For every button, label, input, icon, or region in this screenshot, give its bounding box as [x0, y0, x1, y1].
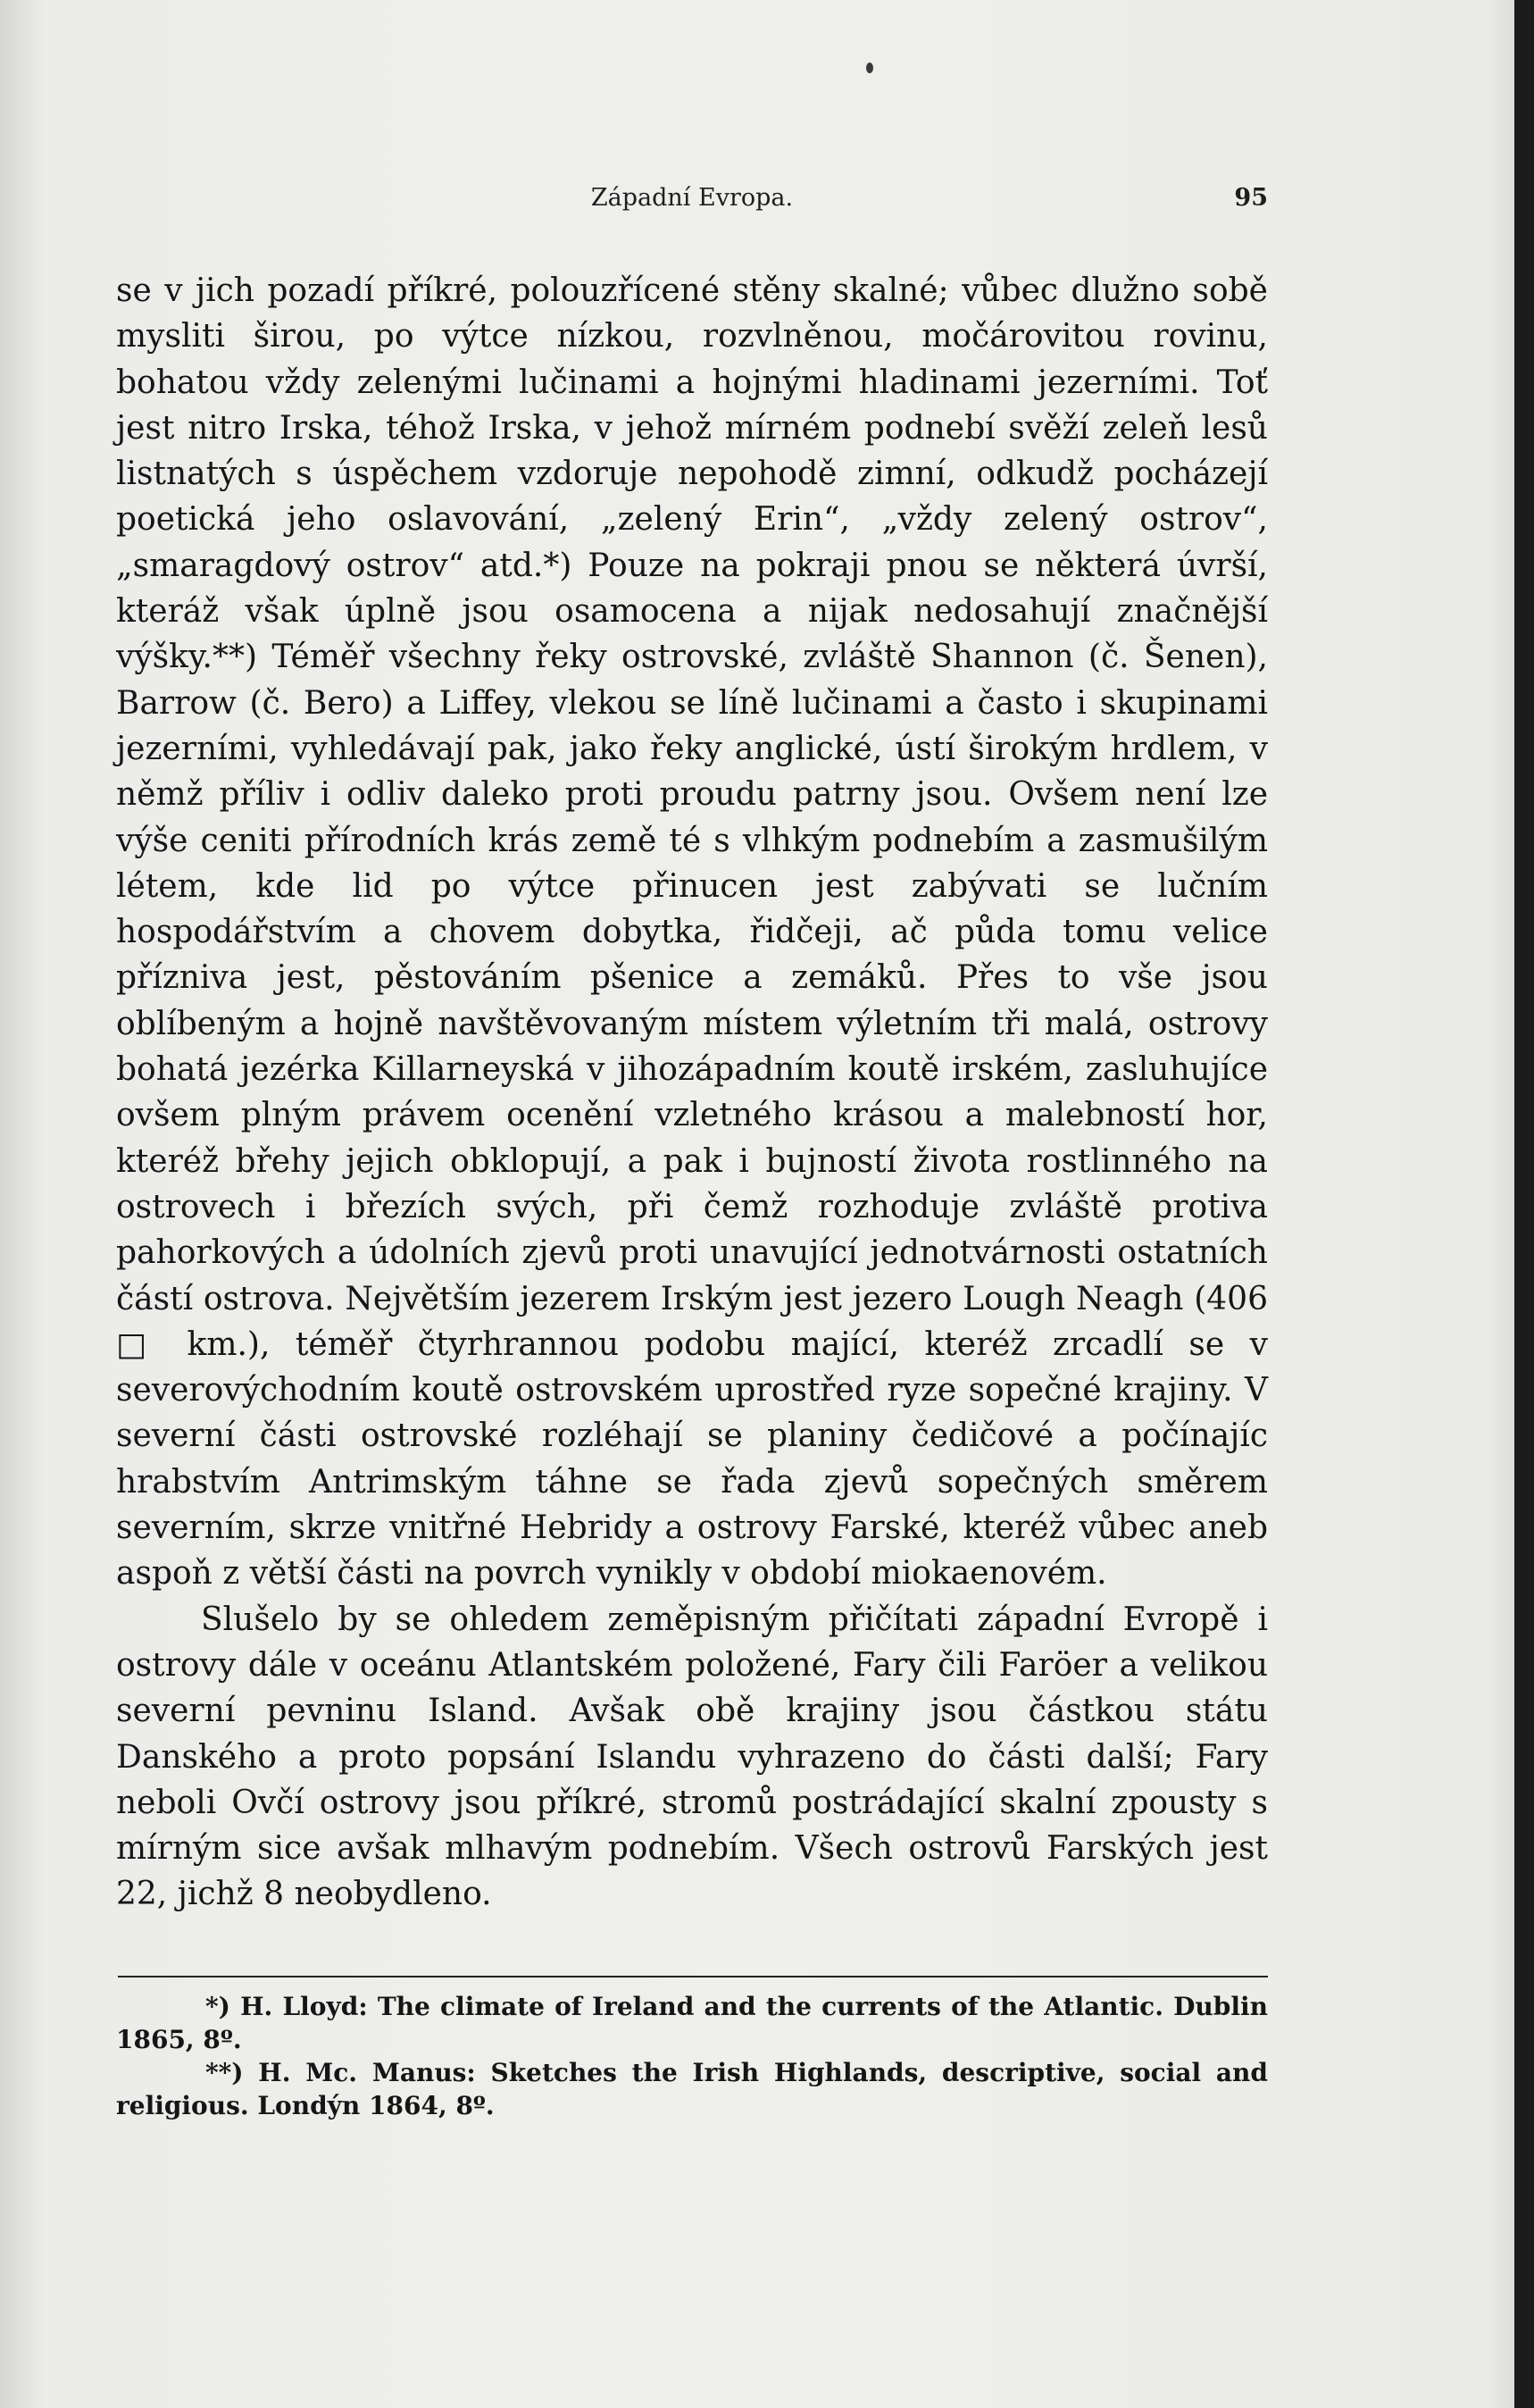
page-number: 95 [1234, 184, 1268, 212]
scan-border [1514, 0, 1534, 2408]
footnote-divider [118, 1976, 1268, 1977]
paragraph: Slušelo by se ohledem zeměpisným přičítati západní Evropě i ostrovy dále v oceánu Atlantském položené, Fary čili Faröer a velikou severní pevninu Island. Avšak obě krajiny jsou částkou státu Danského a proto popsání Islandu vyhrazeno do části další; Fary neboli Ovčí ostrovy jsou příkré, stromů postrádající skalní zpousty s mírným sice avšak mlhavým podnebím. Všech ostrovů Farských jest 22, jichž 8 neobydleno. [116, 1601, 1268, 1913]
footnote: **) H. Mc. Manus: Sketches the Irish Highlands, descriptive, social and religious. Londýn 1864, 8º. [116, 2058, 1268, 2120]
ink-speck [866, 63, 873, 73]
page-header [116, 179, 1268, 223]
paragraph: se v jich pozadí příkré, polouzřícené stěny skalné; vůbec dlužno sobě mysliti širou, po výtce nízkou, rozvlněnou, močárovitou rovinu, bohatou vždy zelenými lučinami a hojnými hladinami jezerními. Toť jest nitro Irska, téhož Irska, v jehož mírném podnebí svěží zeleň lesů listnatých s úspěchem vzdoruje nepohodě zimní, odkudž pocházejí poetická jeho oslavování, „zelený Erin“, „vždy zelený ostrov“, „smaragdový ostrov“ atd.*) Pouze na pokraji pnou se některá úvrší, kteráž však úplně jsou osamocena a nijak nedosahují značnější výšky.**) Téměř všechny řeky ostrovské, zvláště Shannon (č. Šenen), Barrow (č. Bero) a Liffey, vlekou se líně lučinami a často i skupinami jezerními, vyhledávají pak, jako řeky anglické, ústí širokým hrdlem, v němž příliv i odliv daleko proti proudu patrny jsou. Ovšem není lze výše ceniti přírodních krás země té s vlhkým podnebím a zasmušilým létem, kde lid po výtce přinucen jest zabývati se lučním hospodářstvím a chovem dobytka, řidčeji, ač půda tomu velice přízniva jest, pěstováním pšenice a zemáků. Přes to vše jsou oblíbeným a hojně navštěvovaným místem výletním tři malá, ostrovy bohatá jezérka Killarneyská v jihozápadním koutě irském, zasluhujíce ovšem plným právem ocenění vzletného krásou a malebností hor, kteréž břehy jejich obklopují, a pak i bujností života rostlinného na ostrovech i březích svých, při čemž rozhoduje zvláště protiva pahorkových a údolních zjevů proti unavující jednotvárnosti ostatních částí ostrova. Největším jezerem Irským jest jezero Lough Neagh (406 □ km.), téměř čtyrhrannou podobu mající, kteréž zrcadlí se v severovýchodním koutě ostrovském uprostřed ryze sopečné krajiny. V severní části ostrovské rozléhají se planiny čedičové a počínajíc hrabstvím Antrimským táhne se řada zjevů sopečných směrem severním, skrze vnitřné Hebridy a ostrovy Farské, kteréž vůbec aneb aspoň z větší části na povrch vynikly v období miokaenovém. [116, 272, 1268, 1593]
footnotes [116, 1990, 1268, 2122]
footnote: *) H. Lloyd: The climate of Ireland and the currents of the Atlantic. Dublin 1865, 8º. [116, 1992, 1268, 2054]
running-title: Západní Evropa. [590, 184, 794, 212]
main-text [116, 268, 1268, 1918]
